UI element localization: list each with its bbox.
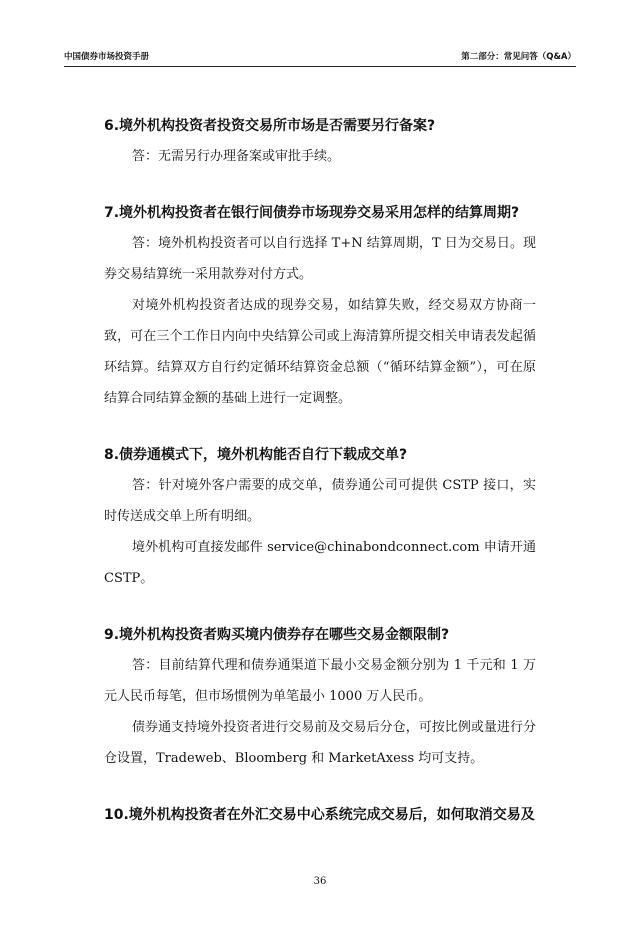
answer-8-paragraph-1: 答：针对境外客户需要的成交单，债券通公司可提供 CSTP 接口，实时传送成交单上所有明细。 [104,478,536,524]
qa-section-6 [104,111,536,172]
header-section-title: 第二部分：常见问答（Q&A） [461,52,576,62]
page-body [104,111,536,856]
qa-section-9 [104,620,536,774]
answer-8-paragraph-2: 境外机构可直接发邮件 service@chinabondconnect.com 申请开通CSTP。 [104,540,536,586]
answer-7-paragraph-1: 答：境外机构投资者可以自行选择 T+N 结算周期，T 日为交易日。现券交易结算统一采用款券对付方式。 [104,236,536,282]
question-10: 10.境外机构投资者在外汇交易中心系统完成交易后，如何取消交易及 [104,807,535,823]
qa-section-8 [104,440,536,594]
question-8: 8.债券通模式下，境外机构能否自行下载成交单? [104,447,408,463]
answer-6-paragraph-1: 答：无需另行办理备案或审批手续。 [132,149,341,164]
question-9: 9.境外机构投资者购买境内债券存在哪些交易金额限制? [104,627,450,643]
answer-9-paragraph-1: 答：目前结算代理和债券通渠道下最小交易金额分别为 1 千元和 1 万元人民币每笔，但市场惯例为单笔最小 1000 万人民币。 [104,658,536,704]
answer-7-paragraph-2: 对境外机构投资者达成的现券交易，如结算失败，经交易双方协商一致，可在三个工作日内向中央结算公司或上海清算所提交相关申请表发起循环结算。结算双方自行约定循环结算资金总额（“循环结算金额”），可在原结算合同结算金额的基础上进行一定调整。 [104,298,536,406]
question-6: 6.境外机构投资者投资交易所市场是否需要另行备案? [104,118,436,134]
page-header [64,50,576,66]
header-book-title: 中国债券市场投资手册 [64,52,150,62]
answer-9-paragraph-2: 债券通支持境外投资者进行交易前及交易后分仓，可按比例或量进行分仓设置，Tradeweb、Bloomberg 和 MarketAxess 均可支持。 [104,720,536,766]
page-number: 36 [313,876,327,887]
qa-section-7 [104,198,536,414]
header-divider [64,66,576,67]
qa-section-10 [104,800,536,830]
question-7: 7.境外机构投资者在银行间债券市场现券交易采用怎样的结算周期? [104,205,520,221]
